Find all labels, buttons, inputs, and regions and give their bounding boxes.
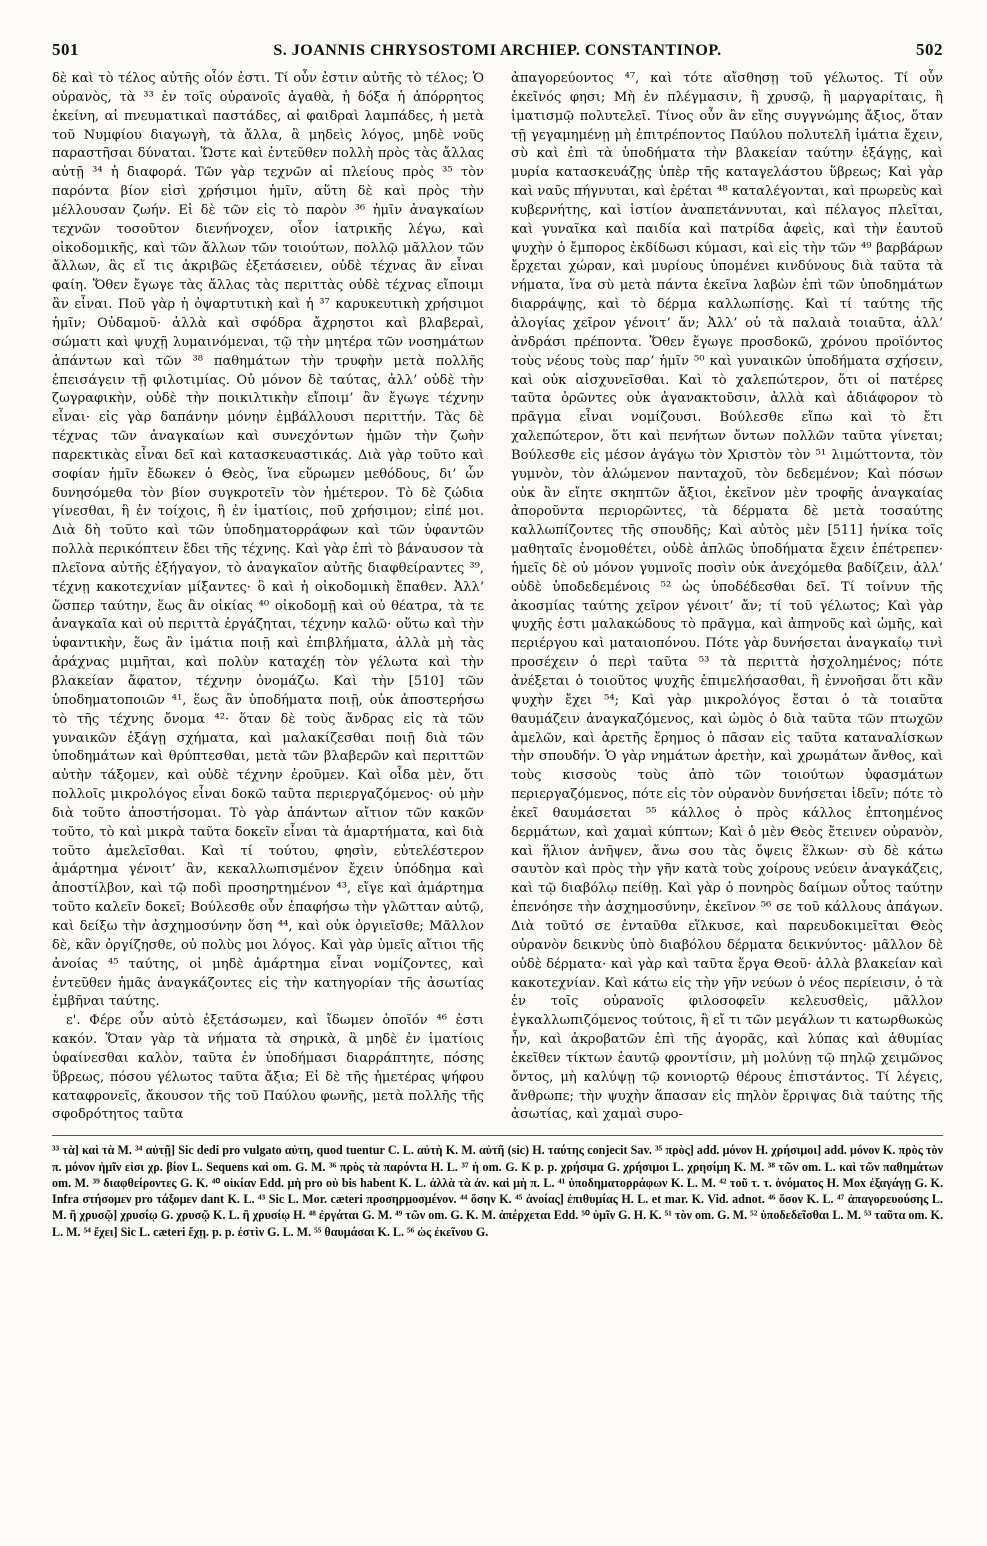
running-title: S. JOANNIS CHRYSOSTOMI ARCHIEP. CONSTANTINOP. <box>273 42 722 59</box>
text-columns <box>52 70 943 1125</box>
page-number-right: 502 <box>915 40 943 59</box>
left-column <box>52 70 484 1125</box>
paragraph: δὲ καὶ τὸ τέλος αὐτῆς οἷόν ἐστι. Τί οὖν ἐστιν αὐτῆς τὸ τέλος; Ὁ οὐρανὸς, τὰ ³³ ἐν τοῖς οὐρανοῖς ἀγαθὰ, ἡ δόξα ἡ ἀπόρρητος ἐκείνη, αἱ πνευματικαὶ παστάδες, αἱ φαιδραὶ λαμπάδες, ἡ μετὰ τοῦ Νυμφίου διαγωγὴ, τὰ ἄλλα, ἃ μηδεὶς λόγος, μηδὲ νοῦς παραστῆσαι δύναται. Ὥστε καὶ ἐντεῦθεν πολλὴ πρὸς τὰς ἄλλας αὐτῇ ³⁴ ἡ διαφορά. Τῶν γὰρ τεχνῶν αἱ πλείους πρὸς ³⁵ τὸν παρόντα βίον εἰσὶ χρήσιμοι ἡμῖν, αὕτη δὲ καὶ πρὸς τὴν μέλλουσαν ζωήν. Εἰ δὲ τῶν εἰς τὸ παρὸν ³⁶ ἡμῖν ἀναγκαίων τεχνῶν τοσοῦτον διενήνοχεν, οἷον ἰατρικῆς λέγω, καὶ οἰκοδομικῆς, καὶ τῶν ἄλλων τῶν τοιούτων, πολλῷ μᾶλλον τῶν ἄλλων, ἃς εἴ τις ἀκριβῶς ἐξετάσειεν, οὐδὲ τέχνας ἂν εἶναι φαίη. Ὅθεν ἔγωγε τὰς ἄλλας τὰς περιττὰς οὐδὲ τέχνας εἴποιμι ἂν εἶναι. Ποῦ γὰρ ἡ ὀψαρτυτικὴ καὶ ἡ ³⁷ καρυκευτικὴ χρήσιμοι ἡμῖν; Οὐδαμοῦ· ἀλλὰ καὶ σφόδρα ἄχρηστοι καὶ βλαβεραὶ, σώματι καὶ ψυχῇ λυμαινόμεναι, τῷ τὴν μητέρα τῶν νοσημάτων ἁπάντων καὶ τῶν ³⁸ παθημάτων τὴν τρυφὴν μετὰ πολλῆς ἐπεισάγειν τῇ φιλοτιμίας. Οὐ μόνον δὲ ταύτας, ἀλλ’ οὐδὲ τὴν ζωγραφικὴν, οὐδὲ τὴν ποικιλτικὴν εἴποιμ’ ἂν ἔγωγε τέχνην εἶναι· εἰς γὰρ δαπάνην μόνην ἐμβάλλουσι περιττήν. Τὰς δὲ τέχνας τῶν ἀναγκαίων καὶ συνεχόντων ἡμῶν τὴν ζωὴν παρεκτικὰς εἶναι δεῖ καὶ κατασκευαστικάς. Διὰ γὰρ τοῦτο καὶ σοφίαν ἡμῖν ἔδωκεν ὁ Θεὸς, ἵνα εὕρωμεν μεθόδους, δι’ ὧν δυνησόμεθα τὸν βίον συγκροτεῖν τὸν ἡμέτερον. Τὸ δὲ ζώδια γίνεσθαι, ἢ ἐν τοίχοις, ἢ ἐν ἱματίοις, ποῦ χρήσιμον; εἰπέ μοι. Διὰ δὴ τοῦτο καὶ τῶν ὑποδηματορράφων καὶ τῶν ὑφαντῶν πολλὰ περικόπτειν ἔδει τῆς τέχνης. Καὶ γὰρ ἐπὶ τὸ βάναυσον τὰ πλεῖονα αὐτῆς ἐξήγαγον, τὸ ἀναγκαῖον αὐτῆς διαφθείραντες ³⁹, τέχνῃ κακοτεχνίαν μίξαντες· ὃ καὶ ἡ οἰκοδομικὴ ἔπαθεν. Ἀλλ’ ὥσπερ ταύτην, ἕως ἂν οἰκίας ⁴⁰ οἰκοδομῇ καὶ οὐ θέατρα, τὰ τε ἀναγκαῖα καὶ οὐ περιττὰ ἐργάζηται, τέχνην καλῶ· οὕτω καὶ τὴν ὑφαντικὴν, ἕως ἂν ἱμάτια ποιῇ καὶ ἐπιβλήματα, ἀλλὰ μὴ τὰς ἀράχνας μιμῆται, καὶ πολὺν καταχέῃ τὸν γέλωτα καὶ τὴν βλακείαν ἄφατον, τέχνην ὀνομάζω. Καὶ τὴν [510] τῶν ὑποδηματοποιῶν ⁴¹, ἕως ἂν ὑποδήματα ποιῇ, οὐκ ἀποστερήσω τὸ τῆς τέχνης ὄνομα ⁴²· ὅταν δὲ τοὺς ἄνδρας εἰς τὰ τῶν γυναικῶν ἐξάγῃ σχήματα, καὶ μαλακίζεσθαι ποιῇ διὰ τῶν ὑποδημάτων καὶ θρύπτεσθαι, μετὰ τῶν βλαβερῶν καὶ περιττῶν αὐτὴν τάξομεν, καὶ οὐδὲ τέχνην ἐροῦμεν. Καὶ οἶδα μὲν, ὅτι πολλοῖς μικρολόγος εἶναι δοκῶ ταῦτα περιεργαζόμενος· οὐ μὴν διὰ τοῦτο ἀποστήσομαι. Τὸ γὰρ ἁπάντων αἴτιον τῶν κακῶν τοῦτο, τὸ καὶ μικρὰ ταῦτα δοκεῖν εἶναι τὰ ἁμαρτήματα, καὶ διὰ τοῦτο ἀμελεῖσθαι. Καὶ τί τούτου, φησὶν, εὐτελέστερον ἁμάρτημα γένοιτ’ ἂν, κεκαλλωπισμένον ἔχειν ὑπόδημα καὶ ἀποστίλβον, καὶ τῷ ποδὶ προσηρτημένον ⁴³, εἴγε καὶ ἁμάρτημα τοῦτο καλεῖν δοκεῖ; Βούλεσθε οὖν ἐπαφήσω τὴν γλῶτταν αὐτῷ, καὶ δείξω τὴν ἀσχημοσύνην ὅση ⁴⁴, καὶ οὐκ ὀργιεῖσθε; Μᾶλλον δὲ, κἂν ὀργίζησθε, οὐ πολὺς μοι λόγος. Καὶ γὰρ ὑμεῖς αἴτιοι τῆς ἀνοίας ⁴⁵ ταύτης, οἱ μηδὲ ἁμάρτημα εἶναι νομίζοντες, καὶ ἐντεῦθεν ἡμᾶς ἀναγκάζοντες εἰς τὴν κατηγορίαν τῆς ἀσωτίας ἐμβῆναι ταύτης. <box>52 71 484 1010</box>
right-column <box>511 70 943 1125</box>
running-header <box>52 40 943 60</box>
footnotes: ³³ τὰ] καὶ τὰ M. ³⁴ αὐτῇ] Sic dedi pro vulgato αὐτη, quod tuentur C. L. αὐτὴ K. M. αὐτῆ (sic) H. ταύτης conjecit Sav. ³⁵ πρὸς] add. μόνον H. χρήσιμοι] add. μόνον K. πρὸς τὸν π. μόνον ἡμῖν εἰσι χρ. βίον L. Sequens καὶ om. G. M. ³⁶ πρὸς τὰ παρόντα H. L. ³⁷ ἡ om. G. K p. p. χρήσιμα G. χρήσιμοι L. χρησίμη K. M. ³⁸ τῶν om. L. καὶ τῶν παθημάτων om. M. ³⁹ διαφθείροντες G. K. ⁴⁰ οἰκίαν Edd. μὴ pro οὐ bis habent K. L. ἀλλὰ τὰ ἀν. καὶ μὴ π. L. ⁴¹ ὑποδηματορράφων K. L. M. ⁴² τοῦ τ. τ. ὀνόματος H. Mox ἐξαγάγῃ G. K. Infra στήσομεν pro τάξομεν dant K. L. ⁴³ Sic L. Mor. cæteri προσηρμοσμένον. ⁴⁴ ὅσην K. ⁴⁵ ἀνοίας] ἐπιθυμίας H. L. et mar. K. Vid. adnot. ⁴⁶ ὅσον K. L. ⁴⁷ ἀπαγορευούσης L. M. ἢ χρυσῷ] χρυσίῳ G. χρυσῷ K. L. ἢ χρυσίῳ H. ⁴⁸ ἐργάται G. M. ⁴⁹ τῶν om. G. K. M. ἀπέρχεται Edd. ⁵⁰ ὑμῖν G. H. K. ⁵¹ τὸν om. G. M. ⁵² ὑποδεδεῖσθαι L. M. ⁵³ ταῦτα om. K. L. M. ⁵⁴ ἔχει] Sic L. cæteri ἔχῃ. p. p. ἐστὶν G. L. M. ⁵⁵ θαυμάσαι K. L. ⁵⁶ ὡς ἐκεῖνου G. <box>52 1143 943 1239</box>
paragraph: ε'. Φέρε οὖν αὐτὸ ἐξετάσωμεν, καὶ ἴδωμεν ὁποῖόν ⁴⁶ ἐστι κακόν. Ὅταν γὰρ τὰ νήματα τὰ σηρικὰ, ἃ μηδὲ ἐν ἱματίοις ὑφαίνεσθαι καλὸν, ταῦτα ἐν ὑποδήμασι διαρράπτητε, πόσης ὕβρεως, πόσου γέλωτος ταῦτα ἄξια; Εἰ δὲ τῆς ἡμετέρας ψήφου καταφρονεῖς, ἄκουσον τῆς τοῦ Παύλου φωνῆς, μετὰ πολλῆς τῆς σφοδρότητος ταῦτα <box>52 1013 484 1123</box>
footnote-divider <box>52 1135 943 1136</box>
paragraph: ἀπαγορεύοντος ⁴⁷, καὶ τότε αἴσθησῃ τοῦ γέλωτος. Τί οὖν ἐκεῖνός φησι; Μὴ ἐν πλέγμασιν, ἢ χρυσῷ, ἢ μαργαρίταις, ἢ ἱματισμῷ πολυτελεῖ. Τίνος οὖν ἂν εἴης συγγνώμης ἄξιος, ὅταν τῇ γεγαμημένῃ μὴ ἐπιτρέποντος Παύλου πολυτελῆ ἱμάτια ἔχειν, σὺ καὶ ἐπὶ τὰ ὑποδήματα τὴν βλακείαν ταύτην ἐξάγῃς, καὶ μυρία κατασκευάζῃς ὑπὲρ τῆς καταγελάστου ὕβρεως; Καὶ γὰρ καὶ ναῦς πήγνυται, καὶ ἐρέται ⁴⁸ καταλέγονται, καὶ πρωρεὺς καὶ κυβερνήτης, καὶ ἱστίον ἀναπετάννυται, καὶ πέλαγος πλεῖται, καὶ γυναῖκα καὶ παιδία καὶ πατρίδα ἀφεὶς, καὶ τὴν ἑαυτοῦ ψυχὴν ὁ ἔμπορος ἐκδίδωσι κύμασι, καὶ εἰς τὴν τῶν ⁴⁹ βαρβάρων ἔρχεται χώραν, καὶ μυρίους ὑπομένει κινδύνους διὰ ταῦτα τὰ νήματα, ἵνα σὺ μετὰ πάντα ἐκεῖνα λαβὼν ἐπὶ τῶν ὑποδημάτων διαρράψῃς, καὶ τὸ δέρμα καλλωπίσῃς. Καὶ τί ταύτης τῆς ἀλογίας χεῖρον γένοιτ’ ἄν; Ἀλλ’ οὐ τὰ παλαιὰ τοιαῦτα, ἀλλ’ ἀνδράσι πρέποντα. Ὅθεν ἔγωγε προσδοκῶ, χρόνου προϊόντος τοὺς νέους τοὺς παρ’ ἡμῖν ⁵⁰ καὶ γυναικῶν ὑποδήματα σχήσειν, καὶ οὐκ αἰσχυνεῖσθαι. Καὶ τὸ χαλεπώτερον, ὅτι οἱ πατέρες ταῦτα ὁρῶντες οὐκ ἀγανακτοῦσιν, ἀλλὰ καὶ ἀδιάφορον τὸ πρᾶγμα εἶναι νομίζουσι. Βούλεσθε εἴπω καὶ τὸ ἔτι χαλεπώτερον, ὅτι καὶ πενήτων ὄντων πολλῶν ταῦτα γίνεται; Βούλεσθε εἰς μέσον ἀγάγω τὸν Χριστὸν τὸν ⁵¹ λιμώττοντα, τὸν γυμνὸν, τὸν ἀλώμενον πανταχοῦ, τὸν δεδεμένον; Καὶ πόσων οὐκ ἂν εἴητε σκηπτῶν ἄξιοι, ἐκεῖνον μὲν τροφῆς ἀναγκαίας ἀποροῦντα περιορῶντες, τὰ δέρματα δὲ μετὰ τοσαύτης καλλωπίζοντες τῆς σπουδῆς; Καὶ αὐτὸς μὲν [511] ἠνίκα τοῖς μαθηταῖς ἐνομοθέτει, οὐδὲ ἁπλῶς ὑποδήματα ἔχειν ἐπέτρεπεν· ἡμεῖς δὲ οὐ μόνον γυμνοῖς ποσὶν οὐκ ἀνεχόμεθα βαδίζειν, ἀλλ’ οὐδὲ ὑποδεδεμένοις ⁵² ὡς ὑποδέδεσθαι δεῖ. Τί τοίνυν τῆς ἀκοσμίας ταύτης χεῖρον γένοιτ’ ἄν; τί τοῦ γέλωτος; Καὶ γὰρ ψυχῆς ἐστι μαλακώδους τὸ πρᾶγμα, καὶ ἀπηνοῦς καὶ ὠμῆς, καὶ περιέργου καὶ ματαιοπόνου. Πότε γὰρ δυνήσεται ἀναγκαίῳ τινὶ προσέχειν ὁ περὶ ταῦτα ⁵³ τὰ περιττὰ ἠσχολημένος; πότε ἀνέξεται ὁ τοιοῦτος ψυχῆς ἐπιμελήσασθαι, ἢ ἐννοῆσαι ὅτι κἂν ψυχὴν ἔχει ⁵⁴; Καὶ γὰρ μικρολόγος ἔσται ὁ τὰ τοιαῦτα θαυμάζειν ἀναγκαζόμενος, καὶ ὠμὸς ὁ διὰ ταῦτα τῶν πτωχῶν ἀμελῶν, καὶ ἀρετῆς ἔρημος ὁ πᾶσαν εἰς ταῦτα καταναλίσκων τὴν σπουδήν. Ὁ γὰρ νημάτων ἀρετὴν, καὶ χρωμάτων ἄνθος, καὶ τοὺς κισσοὺς τοὺς ἀπὸ τῶν τοιούτων ὑφασμάτων περιεργαζόμενος, πότε εἰς τὸν οὐρανὸν δυνήσεται ἰδεῖν; πότε τὸ ἐκεῖ θαυμάσεται ⁵⁵ κάλλος ὁ πρὸς κάλλος ἐπτοημένος δερμάτων, καὶ χαμαὶ κύπτων; Καὶ ὁ μὲν Θεὸς ἔτεινεν οὐρανὸν, καὶ ἥλιον ἀνῆψεν, ἄνω σου τὰς ὄψεις ἕλκων· σὺ δὲ κάτω σαυτὸν καὶ πρὸς τὴν γῆν κατὰ τοὺς χοίρους νεύειν ἀναγκάζεις, καὶ τῷ διαβόλῳ πείθῃ. Καὶ γὰρ ὁ πονηρὸς δαίμων οὗτος ταύτην ἐπενόησε τὴν ἀσχημοσύνην, ἐκεῖνον ⁵⁶ σε τοῦ κάλλους ἀπάγων. Διὰ τοῦτό σε ἐνταῦθα εἵλκυσε, καὶ παρευδοκιμεῖται Θεὸς οὐρανὸν δεικνὺς ὑπὸ διαβόλου δέρματα δεικνύντος· μᾶλλον δὲ οὐδὲ δέρματα· καὶ γὰρ καὶ ταῦτα ἔργα Θεοῦ· ἀλλὰ βλακείαν καὶ κακοτεχνίαν. Καὶ κάτω εἰς τὴν γῆν νεύων ὁ νέος περίεισιν, ὁ τὰ ἐν τοῖς οὐρανοῖς φιλοσοφεῖν κελευσθεὶς, μᾶλλον ἐγκαλλωπιζόμενος τούτοις, ἢ εἴ τι τῶν μεγάλων τι κατωρθωκὼς ἦν, καὶ ἀκροβατῶν ἐπὶ τῆς ἀγορᾶς, καὶ λύπας καὶ ἀθυμίας ἐκεῖθεν τίκτων ἑαυτῷ φροντίσιν, μὴ μολύνῃ τῷ πηλῷ χειμῶνος ὄντος, μὴ καλύψῃ τῷ κονιορτῷ θέρους ἐπιστάντος. Τί λέγεις, ἄνθρωπε; τὴν ψυχὴν ἅπασαν εἰς πηλὸν ἔρριψας διὰ ταύτης τῆς ἀσωτίας, καὶ χαμαὶ συρο- <box>511 71 943 1123</box>
page-number-left: 501 <box>52 40 79 59</box>
